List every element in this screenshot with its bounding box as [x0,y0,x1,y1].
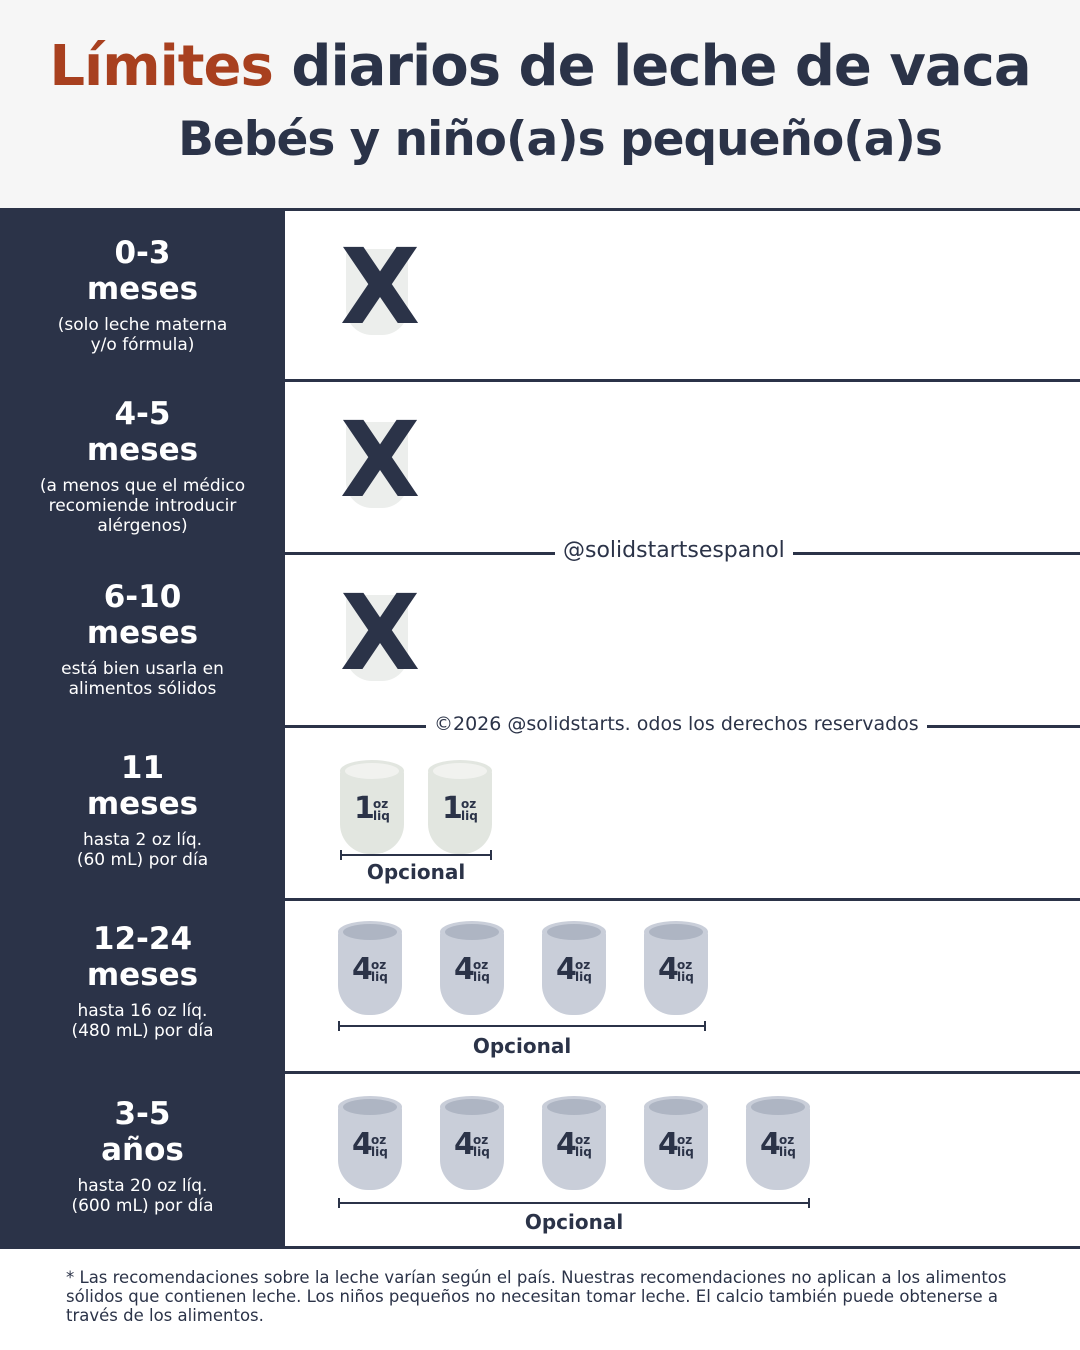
milk-cup-icon: 4 oz liq [440,921,504,1015]
no-milk-cup-icon: X [340,399,421,521]
milk-cup-icon: 4 oz liq [644,921,708,1015]
header [0,0,1080,208]
age-cell [0,1074,285,1246]
footnote: * Las recomendaciones sobre la leche varían según el país. Nuestras recomendaciones no aplican a los alimentos sólidos que contienen leche. Los niños pequeños no necesitan tomar leche. El calcio también puede obtenerse a través de los alimentos. [66,1268,1007,1325]
age-note: hasta 20 oz líq. (600 mL) por día [71,1176,214,1216]
milk-cup-icon: 1 oz liq [428,760,492,854]
age-cell [0,211,285,381]
page-title [0,34,1080,99]
milk-cup-icon: 4 oz liq [338,1096,402,1190]
age-cell [0,555,285,725]
age-note: hasta 2 oz líq. (60 mL) por día [76,830,209,870]
row-11-months [0,728,1080,898]
age-range: 6-10 meses [86,579,199,651]
age-note: está bien usarla en alimentos sólidos [61,659,224,699]
row-4-5-months [0,382,1080,552]
optional-bracket [338,1021,706,1031]
age-note: (solo leche materna y/o fórmula) [57,315,228,355]
no-milk-cup-icon: X [340,226,421,348]
page-subtitle: Bebés y niño(a)s pequeño(a)s [178,112,942,167]
milk-cup-icon: 4 oz liq [440,1096,504,1190]
age-range: 4-5 meses [86,396,199,468]
row-3-5-years [0,1074,1080,1246]
divider [0,1246,1080,1249]
age-cell [0,901,285,1071]
watermark-handle: @solidstartsespanol [555,538,793,563]
age-range: 12-24 meses [86,921,199,993]
watermark-copyright: ©2026 @solidstarts. odos los derechos reservados [426,713,927,735]
row-12-24-months [0,901,1080,1071]
title-rest: diarios de leche de vaca [272,34,1031,99]
age-note: (a menos que el médico recomiende introducir alérgenos) [39,476,246,536]
optional-bracket [340,850,492,860]
age-range: 0-3 meses [86,235,199,307]
optional-bracket [338,1198,810,1208]
age-cell [0,728,285,898]
age-range: 3-5 años [101,1096,184,1168]
milk-cup-icon: 4 oz liq [542,921,606,1015]
age-cell [0,382,285,552]
milk-cup-icon: 4 oz liq [746,1096,810,1190]
optional-label: Opcional [472,1034,572,1058]
row-6-10-months [0,555,1080,725]
milk-cup-icon: 4 oz liq [542,1096,606,1190]
age-note: hasta 16 oz líq. (480 mL) por día [71,1001,214,1041]
milk-cup-icon: 1 oz liq [340,760,404,854]
no-milk-cup-icon: X [340,572,421,694]
row-0-3-months [0,211,1080,381]
milk-cup-icon: 4 oz liq [338,921,402,1015]
optional-label: Opcional [524,1210,624,1234]
milk-cup-icon: 4 oz liq [644,1096,708,1190]
age-range: 11 meses [86,750,199,822]
title-accent: Límites [49,34,273,99]
optional-label: Opcional [366,860,466,884]
